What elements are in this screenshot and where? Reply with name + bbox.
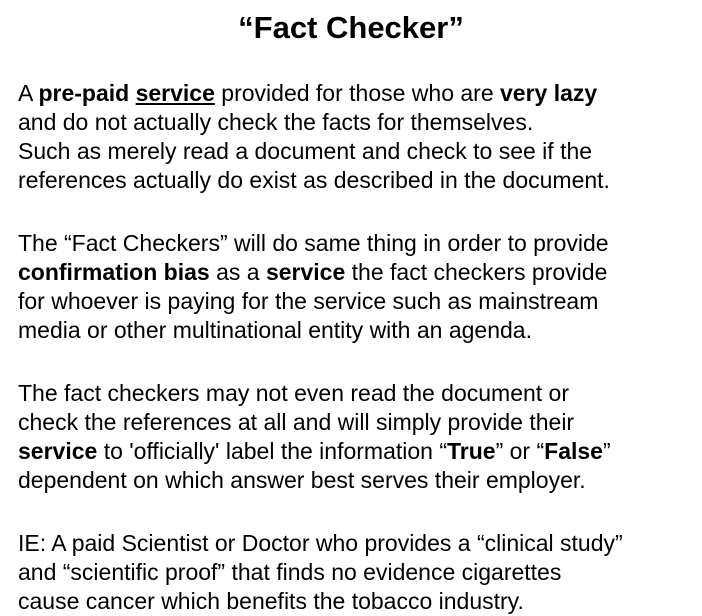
text-line: check the references at all and will simply provide their — [18, 409, 575, 435]
text-run: the fact checkers provide — [345, 259, 608, 285]
text-run: as a — [209, 259, 266, 285]
paragraph-example — [18, 529, 688, 616]
text-line: for whoever is paying for the service such as mainstream — [18, 288, 599, 314]
text-line — [18, 437, 688, 466]
document-title: “Fact Checker” — [238, 10, 464, 45]
text-line: media or other multinational entity with an agenda. — [18, 317, 532, 343]
text-line: IE: A paid Scientist or Doctor who provides a “clinical study” — [18, 530, 623, 556]
text-line: and do not actually check the facts for themselves. — [18, 109, 534, 135]
bold-text: confirmation bias — [18, 259, 210, 285]
bold-text: service — [18, 438, 98, 464]
text-run: ” or “ — [495, 438, 545, 464]
text-line: and “scientific proof” that finds no evidence cigarettes — [18, 559, 562, 585]
text-line — [18, 79, 688, 108]
paragraph-confirmation-bias — [18, 229, 688, 345]
bold-text: False — [544, 438, 603, 464]
bold-text: pre-paid — [38, 80, 130, 106]
text-line: references actually do exist as described in the document. — [18, 167, 610, 193]
underlined-text: service — [135, 80, 215, 106]
bold-text: very lazy — [500, 80, 598, 106]
text-run: to 'officially' label the information “ — [97, 438, 448, 464]
paragraph-definition — [18, 79, 688, 195]
text-line: Such as merely read a document and check to see if the — [18, 138, 593, 164]
text-run: A — [18, 80, 39, 106]
text-run: provided for those who are — [214, 80, 501, 106]
text-line: The “Fact Checkers” will do same thing in order to provide — [18, 230, 609, 256]
bold-text: True — [447, 438, 496, 464]
bold-text: service — [265, 259, 346, 285]
text-line: The fact checkers may not even read the document or — [18, 380, 570, 406]
text-run: ” — [602, 438, 611, 464]
text-line: cause cancer which benefits the tobacco industry. — [18, 588, 524, 614]
text-line: dependent on which answer best serves their employer. — [18, 467, 586, 493]
paragraph-labeling — [18, 379, 688, 495]
text-line — [18, 258, 688, 287]
bold-underlined-text — [136, 80, 215, 106]
